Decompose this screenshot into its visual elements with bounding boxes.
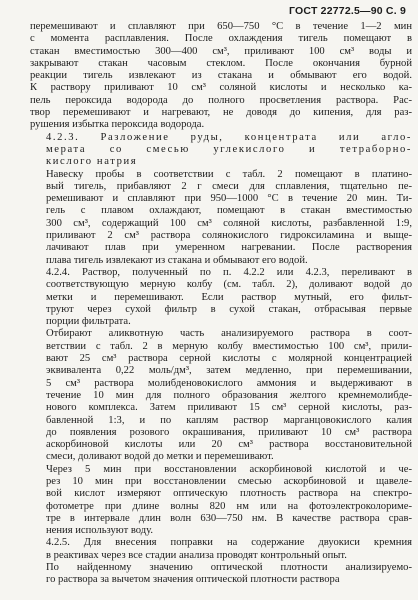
text-line: го раствора за вычетом значения оптической плотности раствора bbox=[46, 574, 340, 586]
text-line: 5 см³ раствора молибденовокислого аммония и выдерживают в bbox=[46, 377, 412, 389]
text-line: в реактивах через все стадии анализа проводят контрольный опыт. bbox=[46, 549, 347, 561]
text-line: Отбирают аликвотную часть анализируемого раствора в соот- bbox=[46, 328, 412, 340]
text-line: метки и перемешивают. Если раствор мутный, его фильт- bbox=[46, 291, 412, 303]
text-line: твор перемешивают и нагревают, не доводя до кипения, для раз- bbox=[30, 107, 412, 119]
text-line: К раствору приливают 10 см³ соляной кислоты и несколько ка- bbox=[30, 82, 412, 94]
text-line: 300 см³, содержащий 100 см³ соляной кислоты, разбавленной 1:9, bbox=[46, 217, 412, 229]
text-line: вают 25 см³ раствора серной кислоты с молярной концентрацией bbox=[46, 353, 412, 365]
text-line: 4.2.4. Раствор, полученный по п. 4.2.2 или 4.2.3, переливают в bbox=[46, 266, 412, 278]
text-line: труют через сухой фильтр в сухой стакан, отбрасывая первые bbox=[46, 303, 412, 315]
text-line: мерата со смесью углекислого и тетраборно- bbox=[46, 143, 412, 155]
text-line: рушения избытка пероксида водорода. bbox=[30, 119, 205, 131]
paragraph bbox=[30, 132, 412, 169]
text-line: пель пероксида водорода до полного просветления раствора. Рас- bbox=[30, 94, 412, 106]
text-line: По найденному значению оптической плотности анализируемо- bbox=[46, 562, 412, 574]
text-line: перемешивают и сплавляют при 650—750 °С в течение 1—2 мин bbox=[30, 21, 412, 32]
text-line: тре в интервале длин волн 630—750 нм. В качестве раствора срав- bbox=[46, 512, 412, 524]
text-line: кислого натрия bbox=[46, 156, 138, 168]
document-body bbox=[30, 21, 412, 587]
text-line: аскорбиновой кислоты или 20 см³ раствора восстановительной bbox=[46, 439, 412, 451]
text-line: соответствующую мерную колбу (см. табл. 2), доливают водой до bbox=[46, 279, 412, 291]
text-line: гель с плавом охлаждают, помещают в стакан вместимостью bbox=[46, 205, 412, 217]
text-line: лачивают плав при умеренном нагревании. После растворения bbox=[46, 242, 412, 254]
text-line: Навеску пробы в соответствии с табл. 2 помещают в платино- bbox=[46, 168, 412, 180]
paragraph bbox=[30, 537, 412, 562]
text-line: до появления розового окрашивания, приливают 10 см³ раствора bbox=[46, 426, 412, 438]
text-line: нения используют воду. bbox=[46, 525, 154, 537]
text-line: закрывают стакан часовым стеклом. После окончания бурной bbox=[30, 57, 412, 69]
text-line: плава тигель извлекают из стакана и обмывают его водой. bbox=[46, 254, 308, 266]
text-line: 4.2.3. Разложение руды, концентрата или агло- bbox=[46, 131, 412, 143]
text-line: вый тигель, прибавляют 2 г смеси для сплавления, тщательно пе- bbox=[46, 180, 412, 192]
text-line: нового комплекса. Затем приливают 15 см³ серной кислоты, раз- bbox=[46, 402, 412, 414]
text-line: бавленной 1:3, и по каплям раствор марганцовокислого калия bbox=[46, 414, 412, 426]
paragraph bbox=[30, 267, 412, 328]
text-line: ветствии с табл. 2 в мерную колбу вместимостью 100 см³, прили- bbox=[46, 340, 412, 352]
text-line: с момента расплавления. После охлаждения тигель помещают в bbox=[30, 33, 412, 45]
paragraph bbox=[30, 21, 412, 132]
paragraph bbox=[30, 464, 412, 538]
text-line: течение 10 мин для полного образования желтого кремнемолибде- bbox=[46, 389, 412, 401]
text-line: эквивалента 0,22 моль/дм³, затем медленно, при перемешивании, bbox=[46, 365, 412, 377]
text-line: приливают 2 см³ раствора солянокислого гидроксиламина и выще- bbox=[46, 230, 412, 242]
text-line: стакан вместимостью 300—400 см³, приливают 100 см³ воды и bbox=[30, 45, 412, 57]
text-line: смеси, доливают водой до метки и перемешивают. bbox=[46, 451, 274, 463]
text-line: 4.2.5. Для внесения поправки на содержание двуокиси кремния bbox=[46, 537, 412, 549]
text-line: фотометре при длине волны 820 нм или на фотоэлектроколориме- bbox=[46, 500, 412, 512]
text-line: ремешивают и сплавляют при 950—1000 °С в течение 20 мин. Ти- bbox=[46, 193, 412, 205]
text-line: порции фильтрата. bbox=[46, 316, 131, 328]
text-line: рез 10 мин при восстановлении смесью аскорбиновой и щавеле- bbox=[46, 475, 412, 487]
paragraph bbox=[30, 562, 412, 587]
text-line: вой кислот измеряют оптическую плотность раствора на спектро- bbox=[46, 488, 412, 500]
text-line: Через 5 мин при восстановлении аскорбиновой кислотой и че- bbox=[46, 463, 412, 475]
page-header: ГОСТ 22772.5—90 С. 9 bbox=[289, 5, 406, 17]
paragraph bbox=[30, 169, 412, 267]
paragraph bbox=[30, 328, 412, 463]
text-line: реакции тигель извлекают из стакана и обмывают его водой. bbox=[30, 70, 412, 82]
